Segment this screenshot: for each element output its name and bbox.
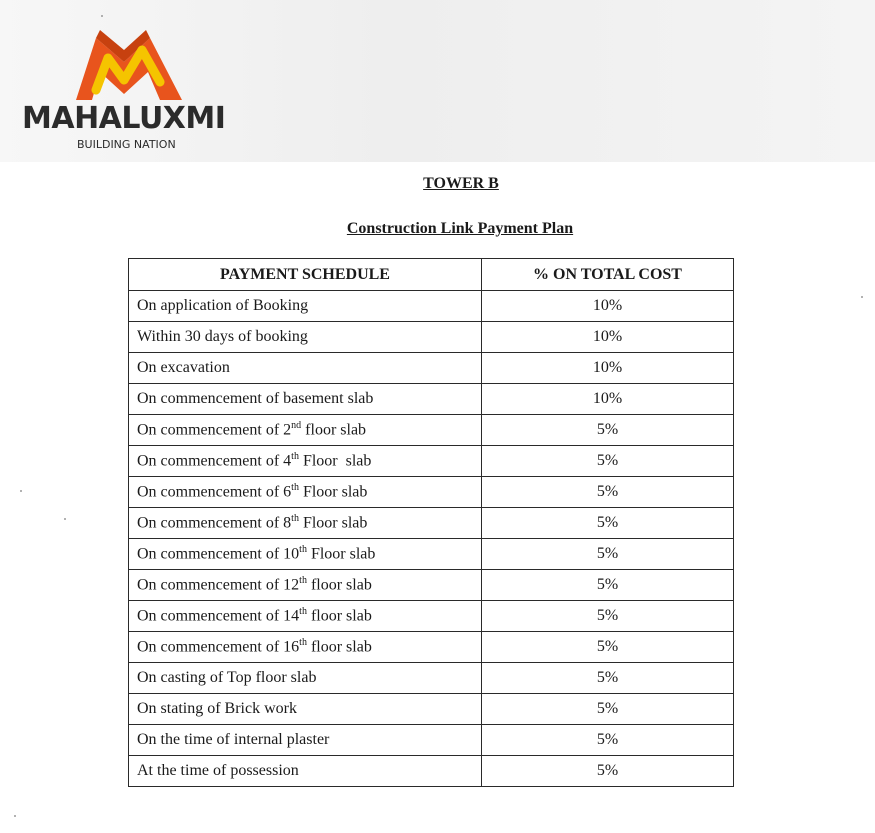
schedule-description [129,663,482,694]
description-text: On commencement of 10 [137,545,300,563]
table-row [129,508,734,539]
ordinal-suffix: th [299,606,307,618]
scan-speck [101,15,103,17]
table-row [129,570,734,601]
table-row [129,446,734,477]
schedule-description [129,322,482,353]
table-row [129,694,734,725]
description-text: On casting of Top floor slab [137,669,317,686]
table-row [129,663,734,694]
description-text: On stating of Brick work [137,700,297,717]
table-row [129,477,734,508]
ordinal-suffix: th [291,451,299,463]
description-text: At the time of possession [137,762,299,779]
schedule-description [129,725,482,756]
schedule-percent: 5% [482,539,734,570]
brand-logo [0,0,260,162]
schedule-percent: 5% [482,415,734,446]
description-text: On commencement of 16 [137,638,300,656]
schedule-description [129,446,482,477]
table-row [129,353,734,384]
schedule-description [129,384,482,415]
description-text: On excavation [137,359,230,376]
table-row [129,322,734,353]
table-header-row [129,259,734,291]
table-row [129,291,734,322]
description-text-suffix: Floor slab [298,514,368,532]
schedule-percent: 5% [482,508,734,539]
schedule-description [129,415,482,446]
header-percent-total-cost: % ON TOTAL COST [482,259,734,291]
ordinal-suffix: th [291,482,299,494]
schedule-description [129,508,482,539]
header-payment-schedule: PAYMENT SCHEDULE [129,259,482,291]
schedule-description [129,694,482,725]
ordinal-suffix: th [299,575,307,587]
schedule-percent: 10% [482,291,734,322]
ordinal-suffix: th [299,637,307,649]
schedule-percent: 5% [482,601,734,632]
schedule-description [129,477,482,508]
schedule-description [129,632,482,663]
ordinal-suffix: th [299,544,307,556]
schedule-body [129,291,734,787]
description-text: On commencement of 8 [137,514,292,532]
schedule-percent: 10% [482,322,734,353]
description-text-suffix: floor slab [306,638,372,656]
scan-speck [20,490,22,492]
description-text: On commencement of 2 [137,421,292,439]
table-row [129,415,734,446]
schedule-percent: 5% [482,756,734,787]
table-row [129,601,734,632]
schedule-description [129,291,482,322]
ordinal-suffix: th [291,513,299,525]
schedule-description [129,353,482,384]
description-text: Within 30 days of booking [137,328,308,345]
schedule-description [129,539,482,570]
payment-schedule-table [128,258,734,787]
table-row [129,539,734,570]
description-text-suffix: Floor slab [306,545,376,563]
schedule-percent: 5% [482,694,734,725]
schedule-percent: 5% [482,446,734,477]
description-text-suffix: Floor slab [298,483,368,501]
schedule-percent: 10% [482,353,734,384]
ordinal-suffix: nd [291,420,302,432]
brand-tagline: BUILDING NATION [77,138,176,151]
schedule-description [129,756,482,787]
schedule-description [129,570,482,601]
brand-name: MAHALUXMI [22,101,226,136]
scan-speck [861,296,863,298]
description-text-suffix: floor slab [306,576,372,594]
tower-title: TOWER B [423,175,499,192]
table-row [129,756,734,787]
scan-speck [64,518,66,520]
description-text-suffix: Floor slab [298,452,372,470]
description-text: On commencement of 14 [137,607,300,625]
description-text: On commencement of 4 [137,452,292,470]
table-row [129,632,734,663]
mahaluxmi-m-icon [0,0,260,110]
description-text: On commencement of 12 [137,576,300,594]
description-text-suffix: floor slab [301,421,367,439]
plan-title: Construction Link Payment Plan [346,220,574,237]
schedule-percent: 5% [482,725,734,756]
schedule-percent: 5% [482,570,734,601]
description-text: On the time of internal plaster [137,731,330,748]
schedule-percent: 5% [482,663,734,694]
schedule-description [129,601,482,632]
scan-speck [14,815,16,817]
schedule-percent: 5% [482,632,734,663]
schedule-percent: 10% [482,384,734,415]
description-text: On commencement of basement slab [137,390,374,407]
description-text: On application of Booking [137,297,309,314]
description-text-suffix: floor slab [306,607,372,625]
table-row [129,725,734,756]
description-text: On commencement of 6 [137,483,292,501]
table-row [129,384,734,415]
schedule-percent: 5% [482,477,734,508]
